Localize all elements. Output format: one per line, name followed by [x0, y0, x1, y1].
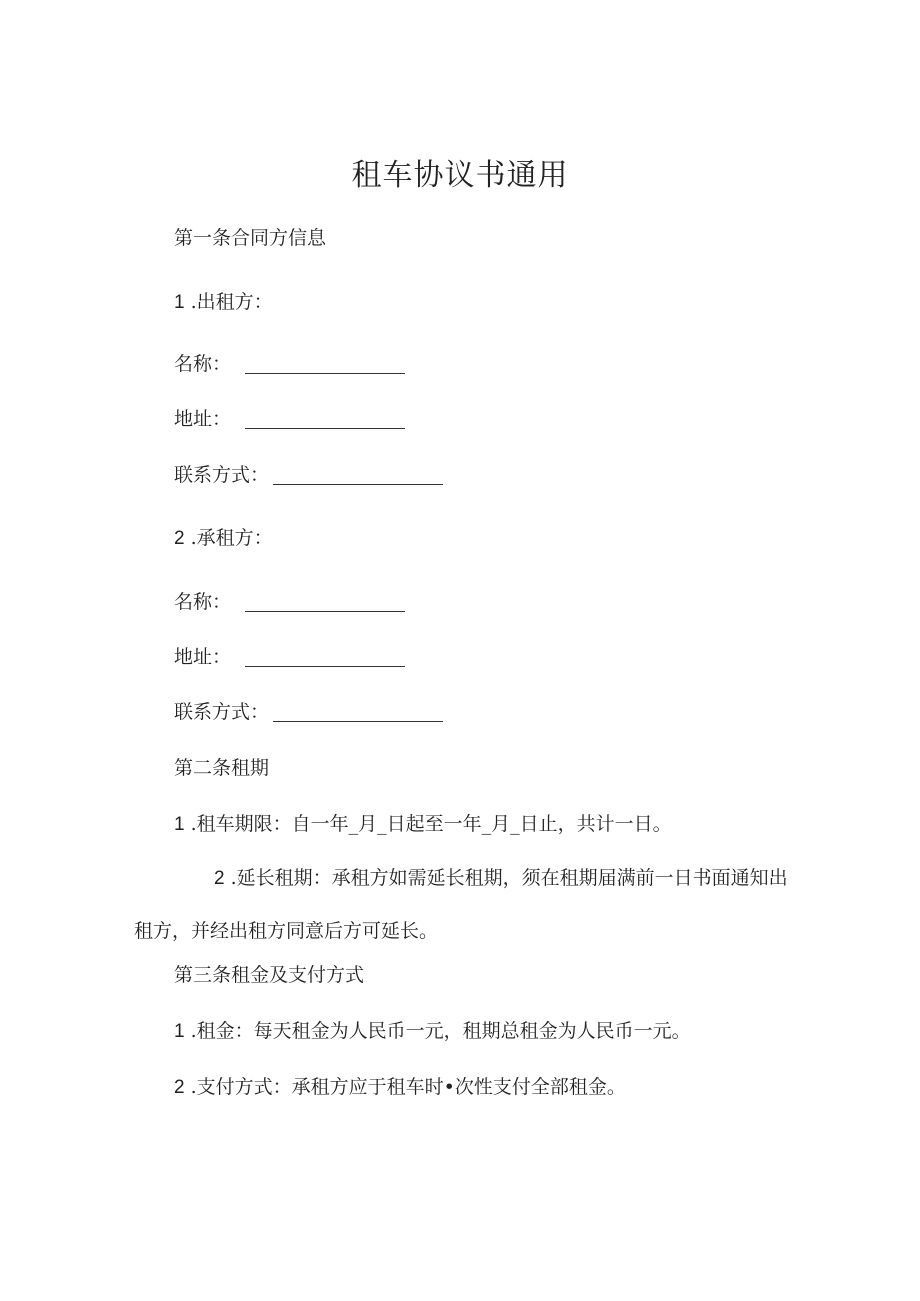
section3-item1-text: .租金：每天租金为人民币一元，租期总租金为人民币一元。: [190, 1020, 691, 1042]
section1-heading: 第一条合同方信息: [174, 227, 327, 249]
lessor-name-blank: [245, 353, 405, 374]
section2-item2: [134, 852, 798, 957]
lessor-contact-row: [174, 461, 443, 489]
lessee-contact-row: [174, 698, 443, 726]
section2-heading: 第二条租期: [174, 757, 270, 779]
lessor-address-blank: [245, 408, 405, 429]
lessee-label: .承租方：: [190, 527, 273, 549]
section3-item1-number: 1: [174, 1021, 185, 1042]
lessee-name-label: 名称：: [174, 591, 232, 613]
section2-item2-number: 2: [214, 868, 225, 889]
section2-item1-number: 1: [174, 814, 185, 835]
section3-item2: [174, 1073, 626, 1102]
lessor-name-label: 名称：: [174, 353, 232, 375]
lessee-name-row: [174, 588, 405, 616]
lessor-address-row: [174, 405, 405, 433]
lessee-heading: [174, 524, 273, 553]
lessor-number: 1: [174, 292, 185, 313]
lessee-address-row: [174, 643, 405, 671]
section3-heading: 第三条租金及支付方式: [174, 964, 365, 986]
lessor-contact-label: 联系方式：: [174, 464, 270, 486]
lessor-contact-blank: [273, 464, 443, 485]
section2-item2-text: .延长租期：承租方如需延长租期，须在租期届满前一日书面通知出租方，并经出租方同意后方可延长。: [134, 867, 788, 942]
lessor-heading: [174, 288, 273, 317]
lessee-address-label: 地址：: [174, 646, 232, 668]
section3-item2-number: 2: [174, 1077, 185, 1098]
lessee-contact-label: 联系方式：: [174, 701, 270, 723]
lessee-contact-blank: [273, 701, 443, 722]
lessee-number: 2: [174, 528, 185, 549]
lessee-name-blank: [245, 591, 405, 612]
lessee-address-blank: [245, 646, 405, 667]
lessor-address-label: 地址：: [174, 408, 232, 430]
section2-item1: [174, 810, 672, 839]
section3-item2-text: .支付方式：承租方应于租车时•次性支付全部租金。: [190, 1076, 626, 1098]
lessor-name-row: [174, 350, 405, 378]
lessor-label: .出租方：: [190, 291, 273, 313]
section3-item1: [174, 1017, 691, 1046]
document-title: 租车协议书通用: [351, 158, 569, 193]
section2-item1-text: .租车期限：自一年_月_日起至一年_月_日止，共计一日。: [190, 813, 672, 835]
